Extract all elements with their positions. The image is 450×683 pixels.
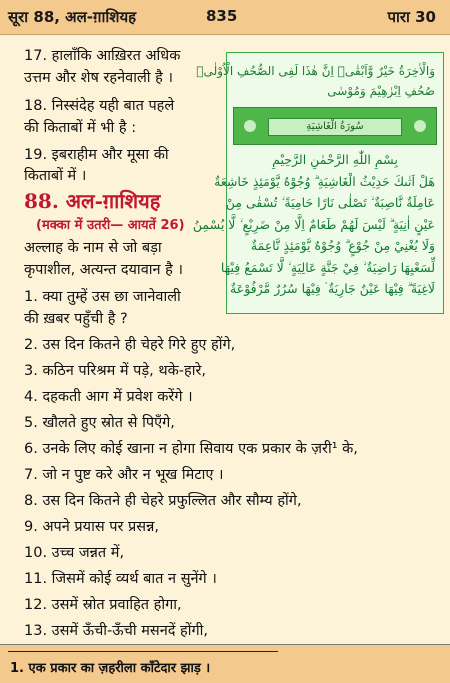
surah-title-band	[233, 107, 437, 145]
arabic-body	[192, 149, 435, 305]
surah-heading: 88. अल-ग़ाशियह	[24, 189, 161, 213]
arabic-line: عَامِلَةٌ نَّاصِبَةٌ ۙ تَصْلٰى نَارًا حَامِيَةً ۙ تُسْقٰى مِنْ	[225, 195, 435, 210]
footnote: 1. एक प्रकार का ज़हरीला काँटेदार झाड़ ।	[10, 661, 211, 676]
verse-line: 11. जिसमें कोई व्यर्थ बात न सुनेंगे ।	[24, 571, 217, 587]
bismillah-line: अल्लाह के नाम से जो बड़ा	[24, 240, 162, 256]
verse-line: 6. उनके लिए कोई खाना न होगा सिवाय एक प्रकार के ज़री¹ के,	[24, 441, 358, 457]
bismillah-line: कृपाशील, अत्यन्त दयावान है ।	[24, 262, 183, 278]
intro-line: उत्तम और शेष रहनेवाली है ।	[24, 70, 173, 86]
arabic-line: لِّسَعْيِهَا رَاضِيَةٌ ۙ فِيْ جَنَّةٍ عَالِيَةٍ ۙ لَّا تَسْمَعُ فِيْهَا	[220, 259, 435, 275]
verse-line: 8. उस दिन कितने ही चेहरे प्रफुल्लित और सौम्य होंगे,	[24, 493, 302, 509]
page-number: 835	[206, 7, 238, 25]
page-header	[0, 0, 450, 35]
verse-line: 3. कठिन परिश्रम में पड़े, थके-हारे,	[24, 363, 207, 379]
verse-line: 12. उसमें स्रोत प्रवाहित होगा,	[24, 597, 182, 613]
surah-subheading: (मक्का में उतरी— आयतें 26)	[36, 218, 185, 233]
surah-label: सूरा 88, अल-ग़ाशियह	[8, 8, 137, 26]
arabic-line: صُحُفِ اِبْرٰهِيْمَ وَمُوْسٰى	[327, 84, 435, 98]
arabic-surah-title: سُورَةُ الْغَاشِيَةِ	[268, 118, 402, 136]
arabic-line: لَاغِيَةً ۗ فِيْهَا عَيْنٌ جَارِيَةٌ ۘ فِيْهَا سُرُرٌ مَّرْفُوْعَةٌ	[230, 281, 435, 296]
para-label: पारा 30	[387, 8, 436, 26]
arabic-line: وَلَا يُغْنِيْ مِنْ جُوْعٍ ۗ وُجُوْهٌ يَّوْمَئِذٍ نَّاعِمَةٌ	[250, 238, 435, 253]
verse-line: 9. अपने प्रयास पर प्रसन्न,	[24, 519, 159, 535]
verse-line: 10. उच्च जन्नत में,	[24, 545, 125, 561]
intro-line: किताबों में ।	[24, 168, 87, 184]
intro-line: 17. हालाँकि आख़िरत अधिक	[24, 48, 181, 64]
intro-line: 18. निस्संदेह यही बात पहले	[24, 98, 175, 114]
footnote-rule	[8, 651, 278, 652]
intro-line: 19. इबराहीम और मूसा की	[24, 147, 169, 163]
arabic-bismillah: بِسْمِ اللّٰهِ الرَّحْمٰنِ الرَّحِيْمِ	[272, 152, 398, 167]
verse-line: की ख़बर पहुँची है ?	[24, 311, 128, 327]
verse-line: 7. जो न पुष्ट करे और न भूख मिटाए ।	[24, 467, 224, 483]
arabic-line: عَيْنٍ اٰنِيَةٍ ۗ لَيْسَ لَهُمْ طَعَامٌ اِلَّا مِنْ ضَرِيْعٍ ۙ لَّا يُسْمِنُ	[192, 216, 435, 232]
verse-line: 4. दहकती आग में प्रवेश करेंगे ।	[24, 389, 193, 405]
arabic-previous-verses	[196, 61, 435, 101]
arabic-line: هَلْ اَتٰىكَ حَدِيْثُ الْغَاشِيَةِ ۗ وُجُوْهٌ يَّوْمَئِذٍ خَاشِعَةٌ	[214, 173, 435, 189]
verse-line: 13. उसमें ऊँची-ऊँची मसनदें होंगी,	[24, 623, 209, 639]
verse-line: 1. क्या तुम्हें उस छा जानेवाली	[24, 289, 181, 305]
intro-line: की किताबों में भी है :	[24, 120, 137, 136]
verse-line: 2. उस दिन कितने ही चेहरे गिरे हुए होंगे,	[24, 337, 236, 353]
verse-line: 5. खौलते हुए स्रोत से पिएँगे,	[24, 415, 175, 431]
ornament-icon	[414, 120, 426, 132]
ornament-icon	[244, 120, 256, 132]
arabic-line: وَالْاٰخِرَةُ خَيْرٌ وَّاَبْقٰىۗ اِنَّ هٰذَا لَفِى الصُّحُفِ الْاُوْلٰىۙ	[196, 64, 435, 78]
arabic-text-panel	[192, 52, 444, 314]
